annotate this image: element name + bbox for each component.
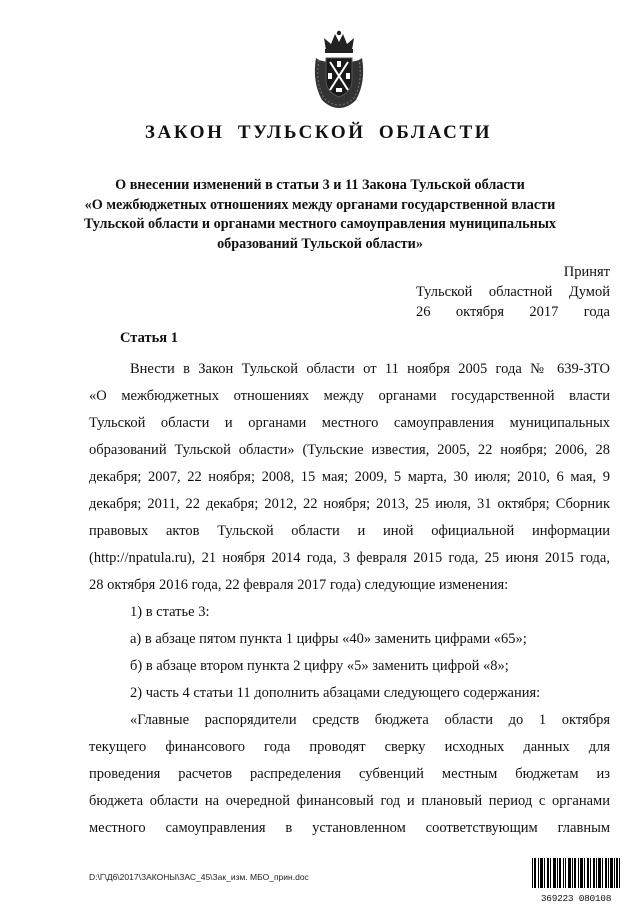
tula-coat-of-arms-icon [310,30,368,110]
law-title: ЗАКОН ТУЛЬСКОЙ ОБЛАСТИ [144,122,493,143]
adopted-date-suffix: года [583,304,610,320]
adopted-date-day: 26 [416,304,431,320]
body-line: б) в абзаце втором пункта 2 цифру «5» заменить цифрой «8»; [130,658,509,674]
file-path: D:\Г\Д6\2017\ЗАКОНЫ\ЗАС_45\Зак_изм. МБО_прин.doc [89,872,309,882]
body-line: 1) в статье 3: [130,604,210,620]
body-line: «О межбюджетных отношениях между органами государственной власти [89,388,610,404]
body-line: декабря; 2011, 22 декабря; 2012, 22 ноября; 2013, 25 июля, 31 октября; Сборник [89,496,610,512]
article-body [89,356,610,842]
adopted-word: Думой [568,284,610,300]
body-line: Тульской области и органами местного самоуправления муниципальных [89,415,610,431]
adoption-stamp [416,262,610,322]
article-heading: Статья 1 [120,330,178,346]
subject-line: образований Тульской области» [217,235,423,252]
adopted-word: Тульской [416,284,473,300]
body-line: (http://npatula.ru), 21 ноября 2014 года, 3 февраля 2015 года, 25 июня 2015 года, [89,550,610,566]
body-line: декабря; 2007, 22 ноября; 2008, 15 мая; 2009, 5 марта, 30 июля; 2010, 6 мая, 9 [89,469,610,485]
body-line: образований Тульской области» (Тульские известия, 2005, 22 ноября; 2006, 28 [89,442,610,458]
body-line: Внести в Закон Тульской области от 11 ноября 2005 года № 639-ЗТО [130,361,610,377]
body-line: 2) часть 4 статьи 11 дополнить абзацами следующего содержания: [130,685,541,701]
barcode-bars-icon [530,858,622,888]
law-subject [70,176,570,254]
adopted-word: областной [488,284,553,300]
barcode [530,858,622,904]
body-line: «Главные распорядители средств бюджета области до 1 октября [130,712,610,728]
body-line: проведения расчетов распределения субвенций местным бюджетам из [89,766,610,782]
adopted-label: Принят [563,264,610,280]
body-line: а) в абзаце пятом пункта 1 цифры «40» заменить цифрами «65»; [130,631,527,647]
adopted-date-year: 2017 [529,304,559,320]
barcode-number: 369223 080108 [540,893,612,904]
body-line: бюджета области на очередной финансовый год и плановый период с органами [89,793,610,809]
subject-line: «О межбюджетных отношениях между органами государственной власти [84,196,556,213]
body-line: местного самоуправления в установленном соответствующим главным [89,820,610,836]
subject-line: Тульской области и органами местного самоуправления муниципальных [83,216,557,232]
body-line: 28 октября 2016 года, 22 февраля 2017 года) следующие изменения: [89,577,509,593]
subject-line: О внесении изменений в статьи 3 и 11 Закона Тульской области [115,177,525,193]
body-line: текущего финансового года проводят сверку исходных данных для [89,739,610,755]
adopted-date-month: октября [455,304,505,320]
body-line: правовых актов Тульской области и иной официальной информации [89,523,610,539]
